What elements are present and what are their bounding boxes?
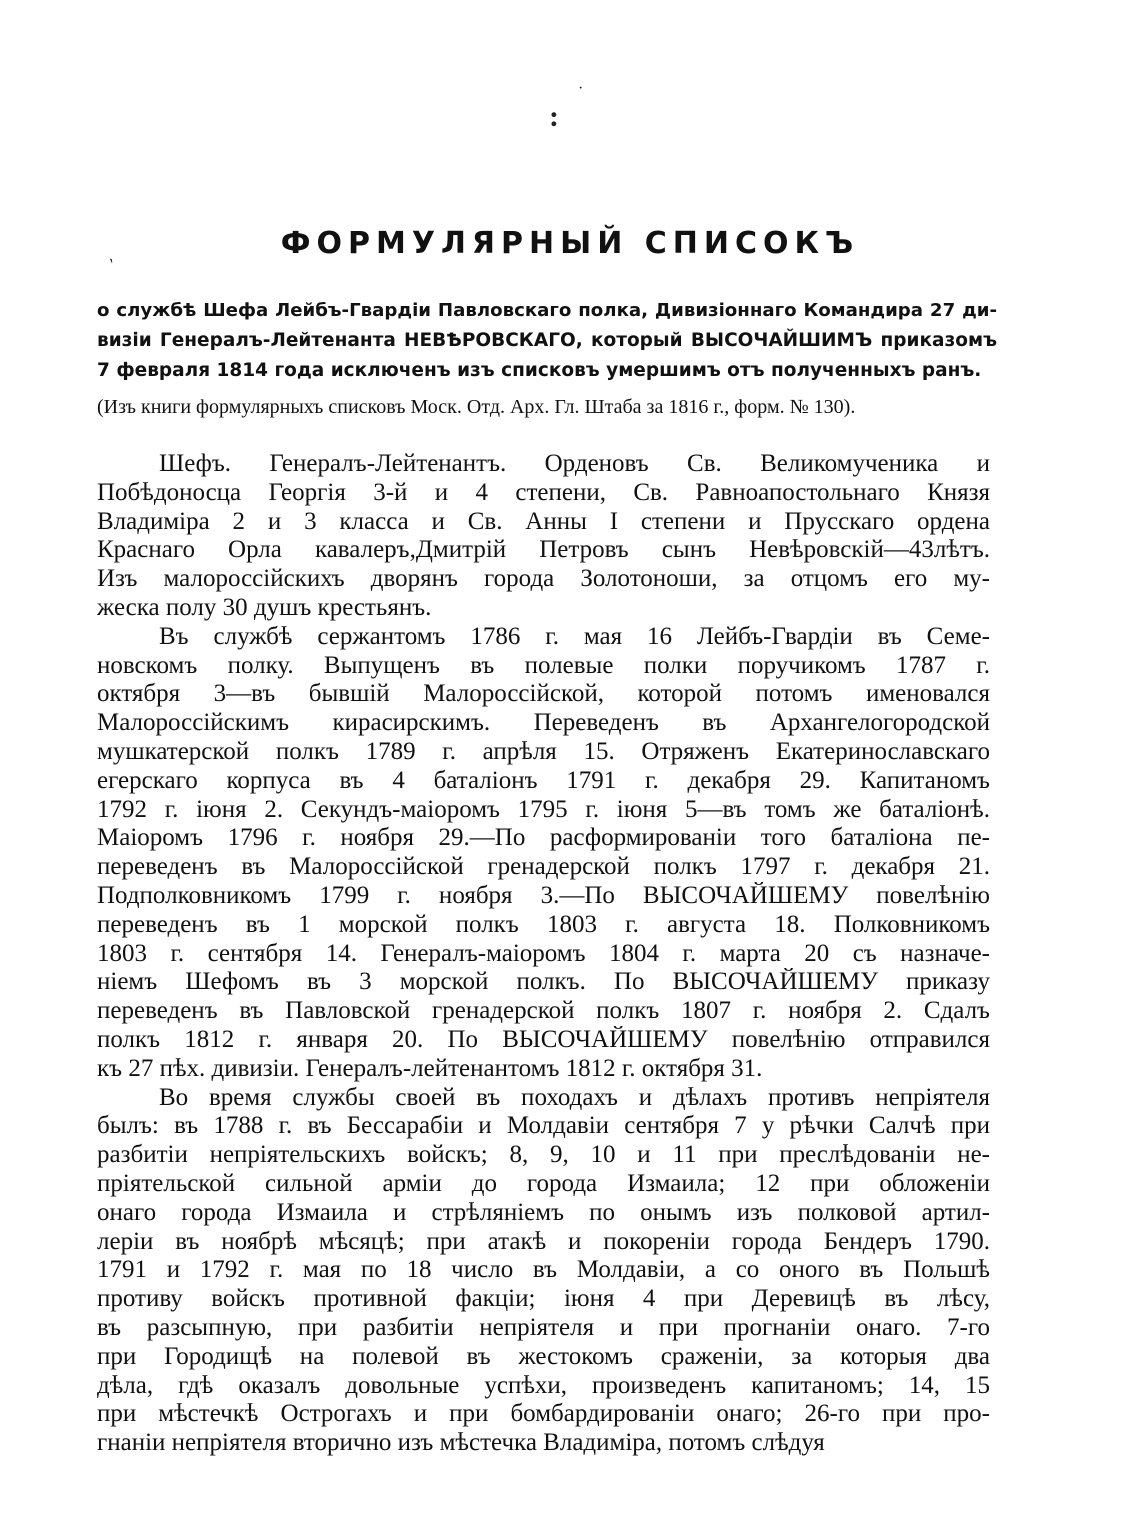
text-line: былъ: въ 1788 г. въ Бессарабіи и Молдавіи сентября 7 у рѣчки Салчѣ при (97, 1112, 990, 1140)
text-line: гнаніи непріятеля вторично изъ мѣстечка Владиміра, потомъ слѣдуя (97, 1429, 825, 1457)
stray-mark: · (578, 80, 584, 97)
text-line: 1803 г. сентября 14. Генералъ-маіоромъ 1804 г. марта 20 съ назначе- (97, 939, 990, 967)
document-title: ФОРМУЛЯРНЫЙ СПИСОКЪ (280, 226, 860, 261)
text-line: переведенъ въ 1 морской полкъ 1803 г. августа 18. Полковникомъ (97, 910, 990, 938)
text-line: октября 3—въ бывшій Малороссійской, которой потомъ именовался (97, 680, 990, 708)
stray-mark: : (549, 100, 559, 133)
text-line: новскомъ полку. Выпущенъ въ полевые полки поручикомъ 1787 г. (97, 651, 990, 679)
text-line: въ разсыпную, при разбитіи непріятеля и при прогнаніи онаго. 7-го (97, 1313, 990, 1341)
paragraph (97, 450, 990, 623)
source-note: (Изъ книги формулярныхъ списковъ Моск. Отд. Арх. Гл. Штаба за 1816 г., форм. № 130). (97, 396, 856, 418)
subtitle-line: визіи Генералъ-Лейтенанта НЕВѢРОВСКАГО, который ВЫСОЧАЙШИМЪ приказомъ (97, 330, 997, 351)
text-line: Подполковникомъ 1799 г. ноября 3.—По ВЫСОЧАЙШЕМУ повелѣнію (97, 881, 990, 909)
text-line: Во время службы своей въ походахъ и дѣлахъ противъ непріятеля (159, 1083, 990, 1111)
subtitle-line: о службѣ Шефа Лейбъ-Гвардіи Павловскаго полка, Дивизіоннаго Командира 27 ди- (97, 300, 997, 321)
text-line: Владиміра 2 и 3 класса и Св. Анны I степени и Прусскаго ордена (97, 507, 990, 535)
text-line: леріи въ ноябрѣ мѣсяцѣ; при атакѣ и покореніи города Бендеръ 1790. (97, 1227, 990, 1255)
text-line: противу войскъ противной факціи; іюня 4 при Деревицѣ въ лѣсу, (97, 1285, 990, 1313)
text-line: онаго города Измаила и стрѣляніемъ по онымъ изъ полковой артил- (97, 1198, 990, 1226)
text-line: Шефъ. Генералъ-Лейтенантъ. Орденовъ Св. Великомученика и (159, 450, 990, 477)
body-text (97, 450, 990, 1458)
text-line: Малороссійскимъ кирасирскимъ. Переведенъ въ Архангелогородской (97, 709, 990, 737)
document-subtitle (97, 296, 997, 386)
text-line: дѣла, гдѣ оказалъ довольные успѣхи, произведенъ капитаномъ; 14, 15 (97, 1371, 990, 1399)
text-line: егерскаго корпуса въ 4 баталіонъ 1791 г. декабря 29. Капитаномъ (97, 766, 990, 794)
text-line: 1791 и 1792 г. мая по 18 число въ Молдавіи, а со оного въ Польшѣ (97, 1256, 990, 1284)
text-line: Изъ малороссійскихъ дворянъ города Золотоноши, за отцомъ его му- (97, 565, 990, 593)
text-line: пріятельской сильной арміи до города Измаила; 12 при обложеніи (97, 1169, 990, 1197)
text-line: ніемъ Шефомъ въ 3 морской полкъ. По ВЫСОЧАЙШЕМУ приказу (97, 968, 990, 996)
text-line: переведенъ въ Малороссійской гренадерской полкъ 1797 г. декабря 21. (97, 853, 990, 881)
text-line: при Городищѣ на полевой въ жестокомъ сраженіи, за которыя два (97, 1342, 990, 1370)
text-line: жеска полу 30 душъ крестьянъ. (97, 593, 432, 621)
text-line: переведенъ въ Павловской гренадерской полкъ 1807 г. ноября 2. Сдалъ (97, 997, 990, 1025)
text-line: мушкатерской полкъ 1789 г. апрѣля 15. Отряженъ Екатеринославскаго (97, 737, 990, 765)
text-line: разбитіи непріятельскихъ войскъ; 8, 9, 10 и 11 при преслѣдованіи не- (97, 1141, 990, 1169)
text-line: полкъ 1812 г. января 20. По ВЫСОЧАЙШЕМУ повелѣнію отправился (97, 1025, 990, 1053)
text-line: Краснаго Орла кавалеръ,Дмитрій Петровъ сынъ Невѣровскій—43лѣтъ. (97, 536, 990, 564)
paragraph (97, 623, 990, 1084)
text-line: Побѣдоносца Георгія 3-й и 4 степени, Св. Равноапостольнаго Князя (97, 478, 990, 506)
text-line: къ 27 пѣх. дивизіи. Генералъ-лейтенантомъ 1812 г. октября 31. (97, 1054, 763, 1082)
text-line: Маіоромъ 1796 г. ноября 29.—По расформированіи того баталіона пе- (97, 824, 990, 852)
subtitle-line: 7 февраля 1814 года исключенъ изъ списковъ умершимъ отъ полученныхъ ранъ. (97, 360, 982, 381)
text-line: при мѣстечкѣ Острогахъ и при бомбардированіи онаго; 26-го при про- (97, 1400, 990, 1428)
text-line: Въ службѣ сержантомъ 1786 г. мая 16 Лейбъ-Гвардіи въ Семе- (159, 622, 990, 650)
paragraph (97, 1084, 990, 1458)
text-line: 1792 г. іюня 2. Секундъ-маіоромъ 1795 г. іюня 5—въ томъ же баталіонѣ. (97, 795, 990, 823)
stray-mark: ˎ (107, 241, 124, 265)
